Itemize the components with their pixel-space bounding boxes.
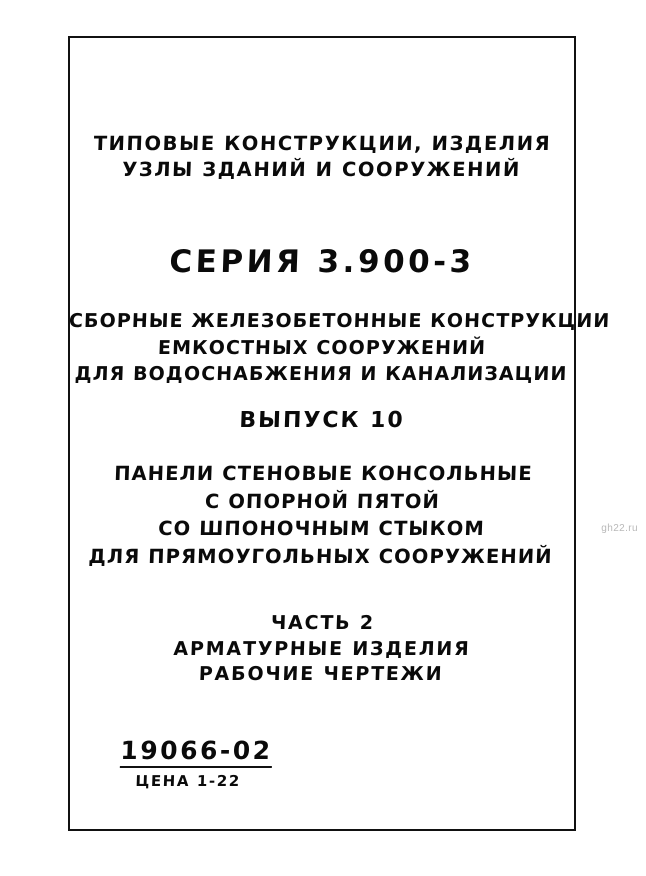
document-code-number: 19066-02 <box>120 736 273 768</box>
subject-line-1: СБОРНЫЕ ЖЕЛЕЗОБЕТОННЫЕ КОНСТРУКЦИИ <box>68 310 611 332</box>
title-page-content <box>68 36 611 831</box>
document-heading <box>67 131 577 184</box>
part-line-1: ЧАСТЬ 2 <box>270 612 376 634</box>
subject-block <box>67 308 611 388</box>
subject-line-2: ЕМКОСТНЫХ СООРУЖЕНИЙ <box>157 336 487 359</box>
subject-line-3: ДЛЯ ВОДОСНАБЖЕНИЯ И КАНАЛИЗАЦИИ <box>74 363 568 386</box>
issue-label: ВЫПУСК 10 <box>238 408 406 433</box>
panels-description <box>66 460 578 571</box>
part-line-3: РАБОЧИЕ ЧЕРТЕЖИ <box>198 663 444 686</box>
panels-line-1: ПАНЕЛИ СТЕНОВЫЕ КОНСОЛЬНЫЕ <box>113 462 534 485</box>
panels-line-4: ДЛЯ ПРЯМОУГОЛЬНЫХ СООРУЖЕНИЙ <box>88 545 554 569</box>
document-price: ЦЕНА 1-22 <box>135 772 242 790</box>
part-block <box>67 611 578 688</box>
series-title <box>67 244 576 282</box>
heading-line-1: ТИПОВЫЕ КОНСТРУКЦИИ, ИЗДЕЛИЯ <box>93 132 552 155</box>
heading-line-2: УЗЛЫ ЗДАНИЙ И СООРУЖЕНИЙ <box>121 158 522 182</box>
document-code-block <box>119 736 273 790</box>
panels-line-2: С ОПОРНОЙ ПЯТОЙ <box>204 489 441 513</box>
watermark-text: gh22.ru <box>601 523 638 534</box>
series-label: СЕРИЯ 3.900-3 <box>168 244 476 280</box>
issue-number <box>68 408 577 435</box>
part-line-2: АРМАТУРНЫЕ ИЗДЕЛИЯ <box>173 637 471 660</box>
panels-line-3: СО ШПОНОЧНЫМ СТЫКОМ <box>157 517 486 541</box>
